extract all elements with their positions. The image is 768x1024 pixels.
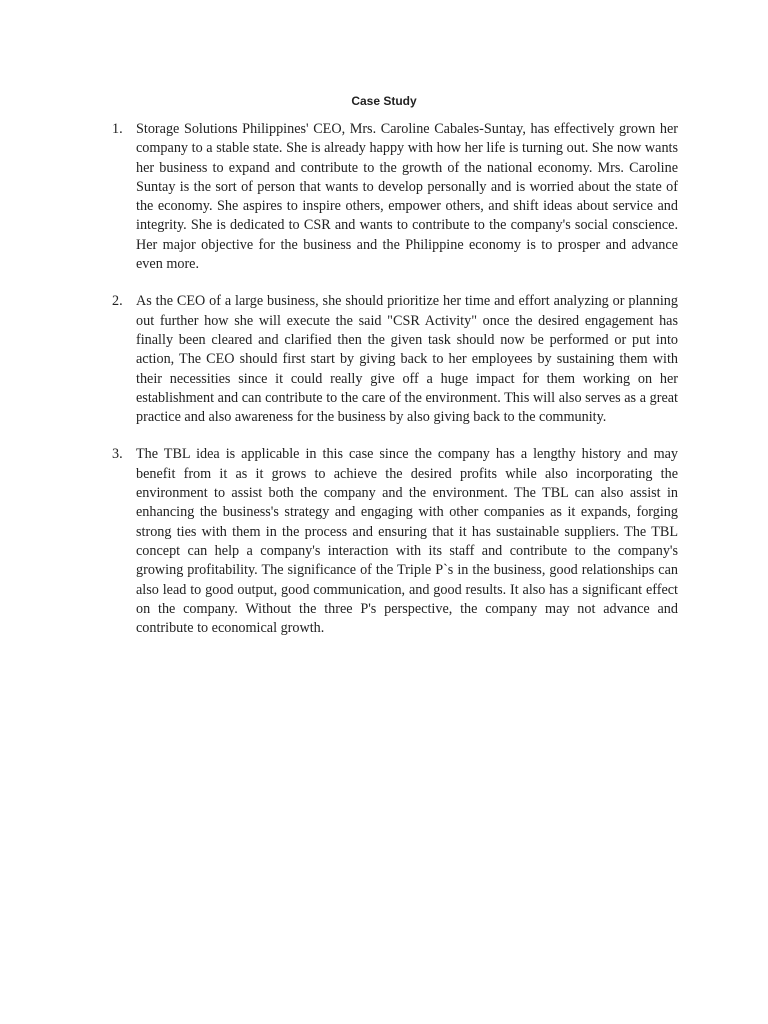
list-item-text: As the CEO of a large business, she should prioritize her time and effort analyzing or planning out further how she will execute the said "CSR Activity" once the desired engagement has finally been cleared and clarified then the given task should now be performed or put into action, The CEO should first start by giving back to her employees by sustaining them with their necessities since it could really give off a huge impact for them working on her establishment and can contribute to the care of the environment. This will also serves as a great practice and also awareness for the business by also giving back to the community. — [136, 293, 678, 426]
case-study-list — [112, 120, 678, 656]
list-item-text: The TBL idea is applicable in this case since the company has a lengthy history and may benefit from it as it grows to achieve the desired profits while also incorporating the environment to assist both the company and the environment. The TBL can also assist in enhancing the business's strategy and engaging with other companies as it expands, forging strong ties with them in the process and ensuring that it has sustainable suppliers. The TBL concept can help a company's interaction with its staff and contribute to the company's growing profitability. The significance of the Triple P`s in the business, good relationships can also lead to good output, good communication, and good results. It also has a significant effect on the company. Without the three P's perspective, the company may not advance and contribute to economical growth. — [136, 446, 678, 637]
list-item — [112, 445, 678, 638]
list-item-number: 1. — [112, 121, 123, 137]
list-item — [112, 292, 678, 427]
list-item-text: Storage Solutions Philippines' CEO, Mrs. Caroline Cabales-Suntay, has effectively grown her company to a stable state. She is already happy with how her life is turning out. She now wants her business to expand and contribute to the growth of the national economy. Mrs. Caroline Suntay is the sort of person that wants to develop personally and is worried about the state of the economy. She aspires to inspire others, empower others, and shift ideas about service and integrity. She is dedicated to CSR and wants to contribute to the company's social conscience. Her major objective for the business and the Philippine economy is to prosper and advance even more. — [136, 121, 678, 273]
list-item — [112, 120, 678, 274]
document-title: Case Study — [351, 94, 417, 108]
list-item-number: 3. — [112, 446, 123, 463]
list-item-number: 2. — [112, 293, 123, 310]
